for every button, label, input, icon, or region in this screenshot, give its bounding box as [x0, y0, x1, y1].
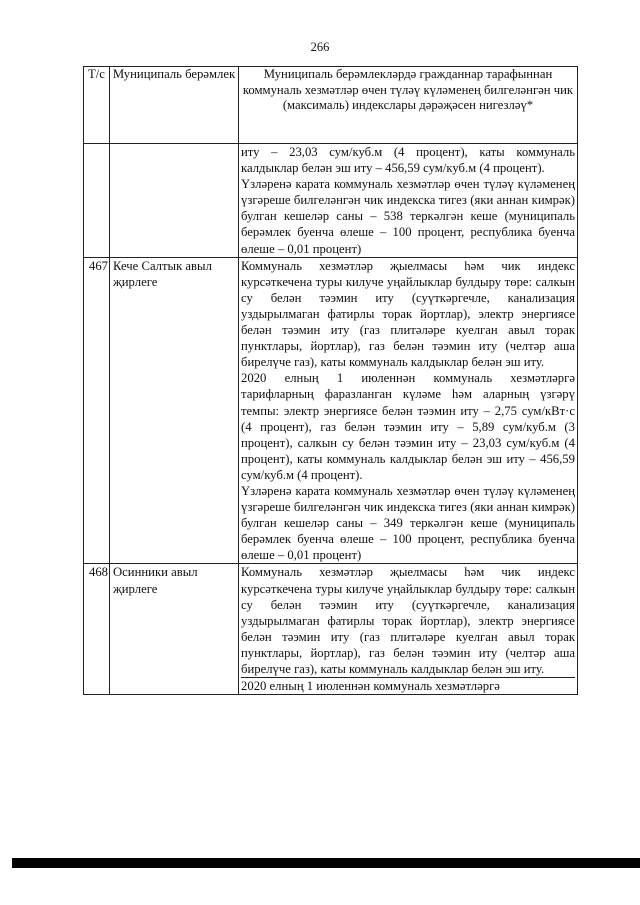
header-number: Т/с [84, 67, 110, 144]
municipal-index-table [83, 66, 578, 695]
paragraph: Үзләренә карата коммуналь хезмәтләр өчен түләү күләменең үзгәреше билгеләнгән чик индекска тигез (яки аннан кимрәк) булган кешеләр саны – 349 теркәлгән кеше (муниципаль берәмлек буенча өлеше – 100 процент, республика буенча өлеше – 0,01 процент) [241, 483, 575, 563]
row-justification [239, 564, 578, 695]
paragraph: Коммуналь хезмәтләр җыелмасы һәм чик индекс курсәткечена туры килуче уңайлыклар булдыру төре: салкын су белән тәэмин иту (суүткәргечле, канализация уздырылмаган фатирлы торак йортлар), электр энергиясе белән тәэмин иту (газ плитәләре куелган авыл торак пунктлары, йортлар), газ белән тәэмин иту (челтәр аша бирелүче газ), каты коммуналь калдыклар белән эш иту. [241, 565, 575, 676]
page-number: 266 [310, 40, 330, 54]
scan-edge-bar [12, 858, 640, 868]
row-number: 467 [84, 257, 110, 564]
row-number [84, 144, 110, 258]
row-municipality: Кече Салтык авыл җирлеге [110, 257, 239, 564]
paragraph: 2020 елның 1 июленнән коммуналь хезмәтләргә тарифларның фаразланган күләме һәм аларның үзгәрү темпы: электр энергиясе белән тәэмин иту – 2,75 сум/кВт·с (4 процент), газ белән тәэмин иту – 5,89 сум/куб.м (3 процент), салкын су белән тәэмин иту – 23,03 сум/куб.м (4 процент), каты коммуналь калдыклар белән эш иту – 456,59 сум/куб.м (4 процент). [241, 371, 575, 482]
table-row [84, 564, 578, 695]
paragraph: Үзләренә карата коммуналь хезмәтләр өчен түләү күләменең үзгәреше билгеләнгән чик индекска тигез (яки аннан кимрәк) булган кешеләр саны – 538 теркәлгән кеше (муниципаль берәмлек буенча өлеше – 100 процент, республика буенча өлеше – 0,01 процент) [241, 177, 575, 256]
paragraph: Коммуналь хезмәтләр җыелмасы һәм чик индекс курсәткечена туры килуче уңайлыклар булдыру төре: салкын су белән тәэмин иту (суүткәргечле, канализация уздырылмаган фатирлы торак йортлар), электр энергиясе белән тәэмин иту (газ плитәләре куелган авыл торак пунктлары, йортлар), газ белән тәэмин иту (челтәр аша бирелүче газ), каты коммуналь калдыклар белән эш иту. [241, 258, 575, 370]
header-municipality: Муниципаль берәмлек [110, 67, 239, 144]
table-row [84, 144, 578, 258]
row-municipality [110, 144, 239, 258]
paragraph: 2020 елның 1 июленнән коммуналь хезмәтләргә [241, 677, 575, 694]
table-row [84, 257, 578, 564]
row-number: 468 [84, 564, 110, 695]
row-municipality: Осинники авыл җирлеге [110, 564, 239, 695]
header-index-justification: Муниципаль берәмлекләрдә гражданнар тарафыннан коммуналь хезмәтләр өчен түләү күләменең билгеләнгән чик (максималь) индекслары дәрәҗәсен нигезләү* [239, 67, 578, 144]
paragraph: иту – 23,03 сум/куб.м (4 процент), каты коммуналь калдыклар белән эш иту – 456,59 сум/куб.м (4 процент). [241, 145, 575, 176]
row-justification [239, 257, 578, 564]
table-header-row [84, 67, 578, 144]
row-justification [239, 144, 578, 258]
